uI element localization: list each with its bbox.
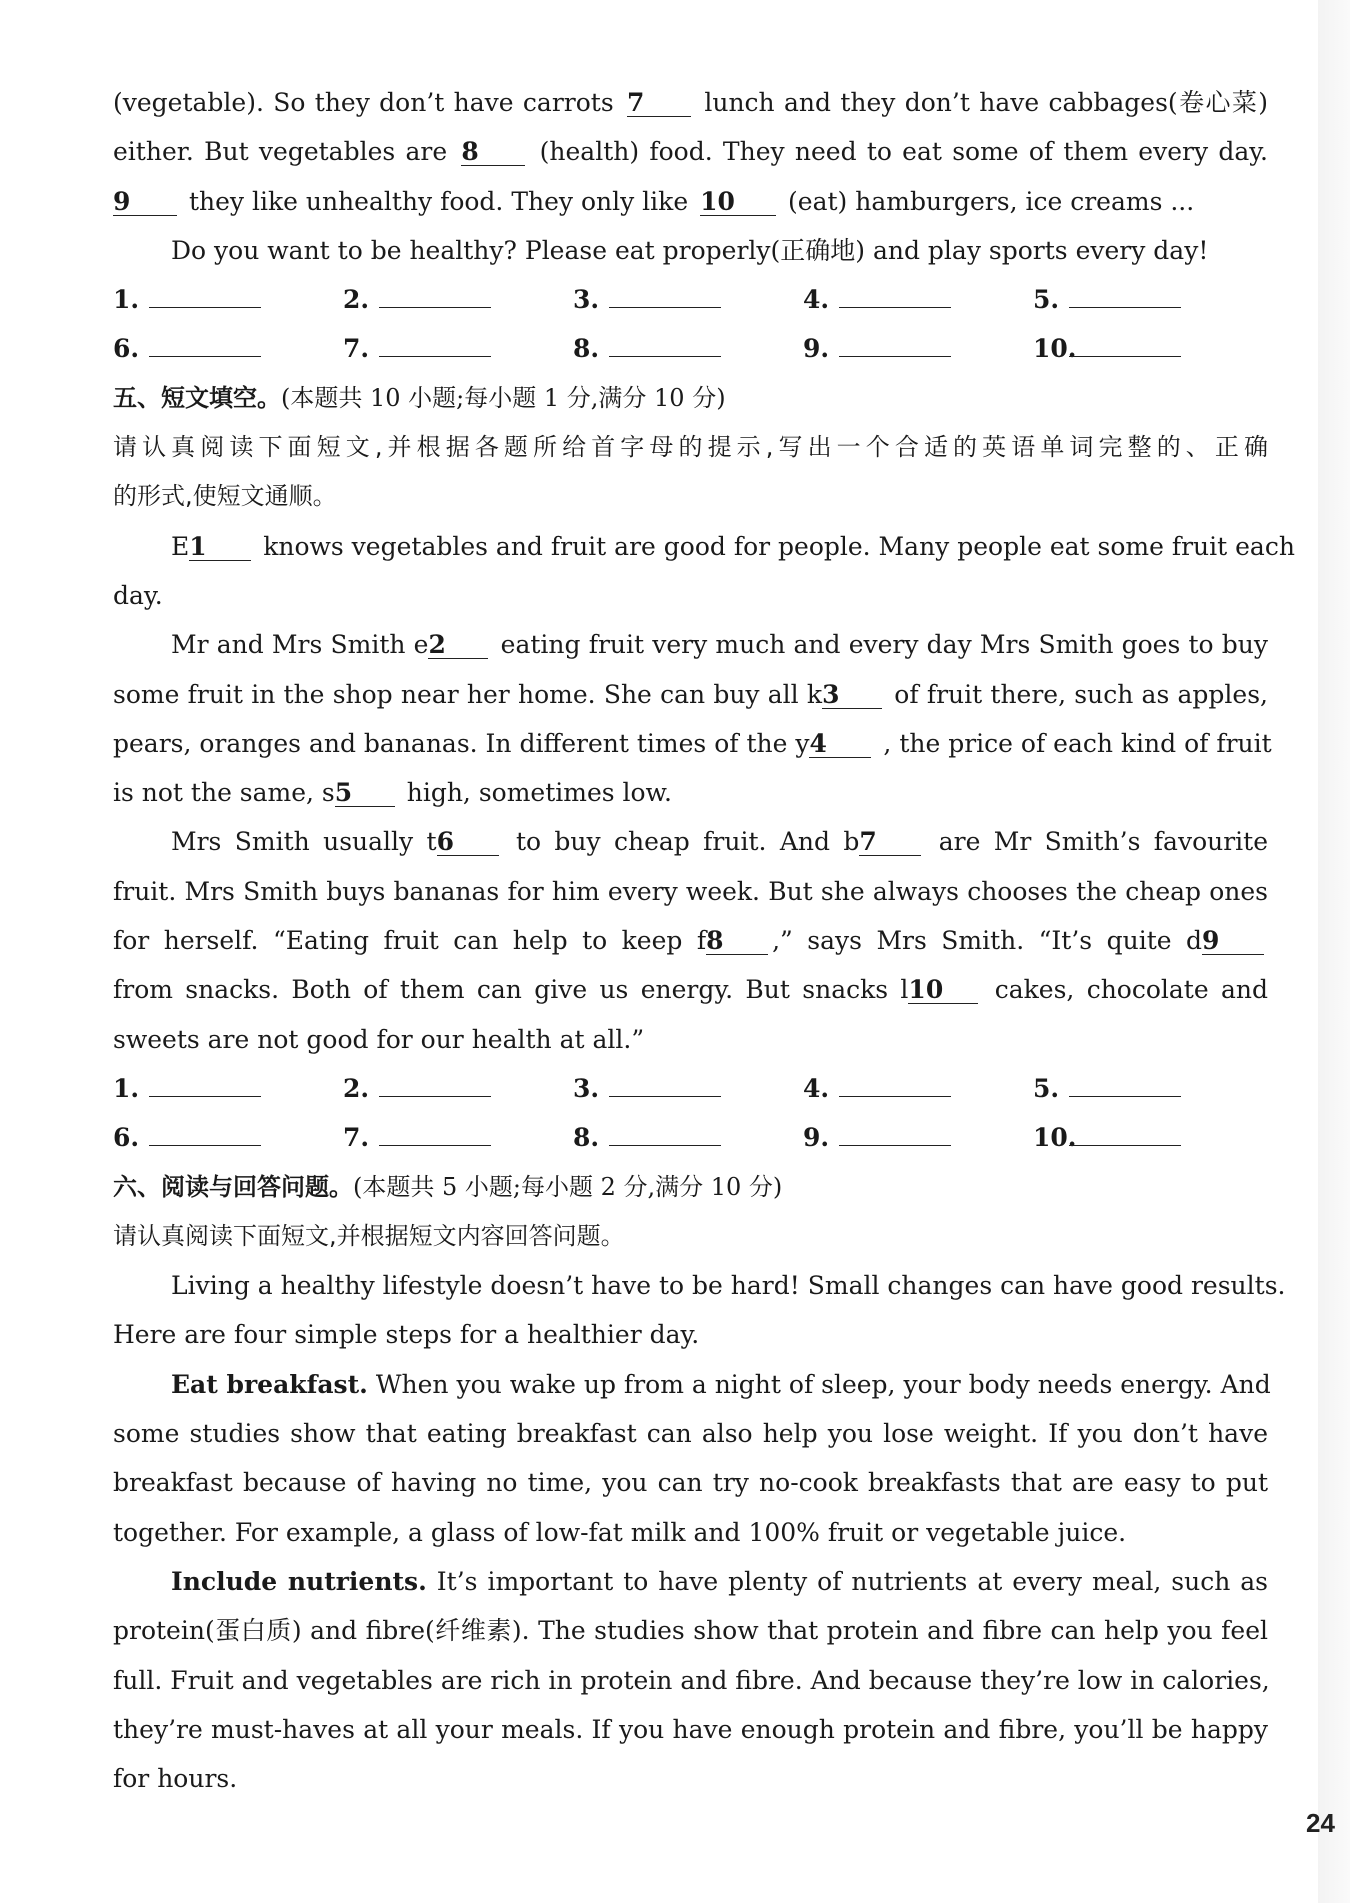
text-line: protein(蛋白质) and fibre(纤维素). The studies show that protein and fibre can help you feel (113, 1616, 1268, 1646)
section-title: 六、阅读与回答问题。 (113, 1172, 353, 1201)
page-number: 24 (1306, 1808, 1335, 1838)
answer-number: 6. (113, 1123, 140, 1153)
answer-item (343, 1064, 573, 1113)
text-span: (eat) hamburgers, ice creams ... (788, 186, 1195, 216)
text-span: is not the same, s (113, 778, 335, 808)
section-title: 五、短文填空。 (113, 383, 281, 412)
answer-item (343, 1113, 573, 1162)
answer-line[interactable] (839, 281, 951, 308)
text-span: , the price of each kind of fruit (883, 728, 1272, 758)
text-span: of fruit there, such as apples, (894, 679, 1268, 709)
text-line (113, 522, 1295, 571)
blank-8[interactable]: 8 (461, 139, 525, 166)
answer-line[interactable] (1069, 330, 1181, 357)
text-line (113, 670, 1268, 719)
section-6-heading (113, 1163, 1268, 1212)
text-span: When you wake up from a night of sleep, your body needs energy. And (375, 1369, 1271, 1399)
answer-number: 6. (113, 334, 140, 364)
text-span: from snacks. Both of them can give us energy. But snacks l (113, 975, 909, 1005)
answer-line[interactable] (379, 281, 491, 308)
answer-line[interactable] (839, 1070, 951, 1097)
answer-number: 8. (573, 1123, 600, 1153)
answer-number: 8. (573, 334, 600, 364)
text-span: pears, oranges and bananas. In different times of the y (113, 728, 810, 758)
section-note: (本题共 10 小题;每小题 1 分,满分 10 分) (281, 383, 726, 412)
page-content (113, 78, 1295, 1803)
answer-line[interactable] (1069, 281, 1181, 308)
answer-number: 2. (343, 285, 370, 315)
blank-6[interactable]: 6 (437, 829, 499, 856)
text-line (113, 768, 1268, 817)
text-line: day. (113, 580, 163, 610)
text-span: some fruit in the shop near her home. She can buy all k (113, 679, 823, 709)
step-heading: Eat breakfast. (171, 1369, 368, 1399)
answer-line[interactable] (149, 1070, 261, 1097)
text-line (113, 1557, 1268, 1606)
answer-item (343, 324, 573, 373)
answer-item (113, 275, 343, 324)
text-line (113, 620, 1268, 669)
section-note: (本题共 5 小题;每小题 2 分,满分 10 分) (353, 1172, 783, 1201)
answer-item (113, 324, 343, 373)
answer-item (1033, 324, 1263, 373)
text-line: Here are four simple steps for a healthier day. (113, 1320, 700, 1350)
text-line: Do you want to be healthy? Please eat properly(正确地) and play sports every day! (171, 235, 1209, 265)
text-line: some studies show that eating breakfast can also help you lose weight. If you don’t have (113, 1419, 1268, 1449)
answer-item (573, 1113, 803, 1162)
answer-item (1033, 1064, 1263, 1113)
blank-4[interactable]: 4 (809, 731, 871, 758)
text-span: E (171, 531, 190, 561)
text-span: eating fruit very much and every day Mrs Smith goes to buy (500, 630, 1268, 660)
blank-9[interactable]: 9 (1202, 928, 1264, 955)
answer-line[interactable] (839, 330, 951, 357)
blank-3[interactable]: 3 (822, 682, 882, 709)
text-span: ,” says Mrs Smith. “It’s quite d (772, 926, 1202, 956)
answer-line[interactable] (1069, 1119, 1181, 1146)
text-span: they like unhealthy food. They only like (188, 186, 689, 216)
answer-row (113, 324, 1268, 373)
answer-number: 7. (343, 334, 370, 364)
text-span: lunch and they don’t have cabbages(卷心菜) (704, 88, 1268, 117)
answer-item (573, 324, 803, 373)
blank-9[interactable]: 9 (113, 189, 177, 216)
answer-line[interactable] (609, 1119, 721, 1146)
answer-number: 2. (343, 1073, 370, 1103)
answer-number: 9. (803, 1123, 830, 1153)
answer-number: 10. (1033, 334, 1077, 364)
text-line: sweets are not good for our health at all.” (113, 1024, 645, 1054)
answer-item (113, 1064, 343, 1113)
answer-line[interactable] (839, 1119, 951, 1146)
answer-line[interactable] (149, 281, 261, 308)
text-span: high, sometimes low. (406, 778, 672, 808)
answer-number: 3. (573, 1073, 600, 1103)
text-line: Living a healthy lifestyle doesn’t have to be hard! Small changes can have good results. (171, 1271, 1286, 1301)
answer-number: 10. (1033, 1123, 1077, 1153)
answer-row (113, 1064, 1268, 1113)
answer-number: 7. (343, 1123, 370, 1153)
text-line (113, 78, 1268, 127)
instruction: 的形式,使短文通顺。 (113, 482, 337, 511)
answer-item (573, 1064, 803, 1113)
text-line: full. Fruit and vegetables are rich in protein and fibre. And because they’re low in calories, (113, 1665, 1270, 1695)
blank-1[interactable]: 1 (189, 534, 251, 561)
answer-item (803, 275, 1033, 324)
answer-line[interactable] (149, 330, 261, 357)
blank-5[interactable]: 5 (335, 780, 395, 807)
text-line (113, 817, 1268, 866)
text-line (113, 916, 1268, 965)
step-heading: Include nutrients. (171, 1566, 427, 1596)
text-span: (health) food. They need to eat some of them every day. (539, 137, 1268, 167)
text-line: breakfast because of having no time, you can try no-cook breakfasts that are easy to put (113, 1468, 1268, 1498)
text-line: together. For example, a glass of low-fat milk and 100% fruit or vegetable juice. (113, 1517, 1127, 1547)
text-line (113, 127, 1268, 176)
answer-number: 1. (113, 1073, 140, 1103)
blank-7[interactable]: 7 (627, 90, 691, 117)
answer-line[interactable] (149, 1119, 261, 1146)
text-span: for herself. “Eating fruit can help to keep f (113, 926, 707, 956)
text-span: Mrs Smith usually t (171, 827, 437, 857)
answer-item (803, 1064, 1033, 1113)
answer-line[interactable] (379, 330, 491, 357)
answer-item (803, 1113, 1033, 1162)
blank-8[interactable]: 8 (706, 928, 768, 955)
answer-line[interactable] (379, 1119, 491, 1146)
answer-line[interactable] (379, 1070, 491, 1097)
text-span: either. But vegetables are (113, 137, 448, 167)
section-5-heading (113, 374, 1268, 423)
text-span: are Mr Smith’s favourite (938, 827, 1269, 857)
answer-item (803, 324, 1033, 373)
blank-10[interactable]: 10 (700, 189, 776, 216)
text-line (113, 177, 1268, 226)
answer-number: 5. (1033, 1073, 1060, 1103)
answer-row (113, 275, 1268, 324)
text-line: fruit. Mrs Smith buys bananas for him every week. But she always chooses the cheap ones (113, 876, 1268, 906)
answer-item (343, 275, 573, 324)
answer-line[interactable] (609, 281, 721, 308)
answer-row (113, 1113, 1268, 1162)
instruction: 请认真阅读下面短文,并根据各题所给首字母的提示,写出一个合适的英语单词完整的、正确 (113, 433, 1268, 462)
answer-number: 4. (803, 1073, 830, 1103)
text-span: It’s important to have plenty of nutrients at every meal, such as (436, 1566, 1268, 1596)
answer-item (1033, 275, 1263, 324)
answer-line[interactable] (609, 330, 721, 357)
blank-7[interactable]: 7 (859, 829, 921, 856)
text-line: they’re must-haves at all your meals. If you have enough protein and fibre, you’ll be happy (113, 1714, 1268, 1744)
answer-item (113, 1113, 343, 1162)
text-span: Mr and Mrs Smith e (171, 630, 429, 660)
instruction: 请认真阅读下面短文,并根据短文内容回答问题。 (113, 1221, 625, 1250)
text-line (113, 1360, 1271, 1409)
text-line (113, 965, 1268, 1014)
text-line: for hours. (113, 1764, 238, 1794)
answer-number: 1. (113, 285, 140, 315)
blank-2[interactable]: 2 (428, 632, 488, 659)
text-span: to buy cheap fruit. And b (515, 827, 860, 857)
answer-number: 4. (803, 285, 830, 315)
answer-number: 5. (1033, 285, 1060, 315)
text-span: (vegetable). So they don’t have carrots (113, 88, 614, 117)
answer-line[interactable] (609, 1070, 721, 1097)
answer-line[interactable] (1069, 1070, 1181, 1097)
text-span: knows vegetables and fruit are good for people. Many people eat some fruit each (263, 531, 1295, 561)
blank-10[interactable]: 10 (908, 977, 978, 1004)
answer-item (573, 275, 803, 324)
answer-number: 9. (803, 334, 830, 364)
text-span: cakes, chocolate and (994, 975, 1268, 1005)
text-line (113, 719, 1272, 768)
answer-item (1033, 1113, 1263, 1162)
answer-number: 3. (573, 285, 600, 315)
